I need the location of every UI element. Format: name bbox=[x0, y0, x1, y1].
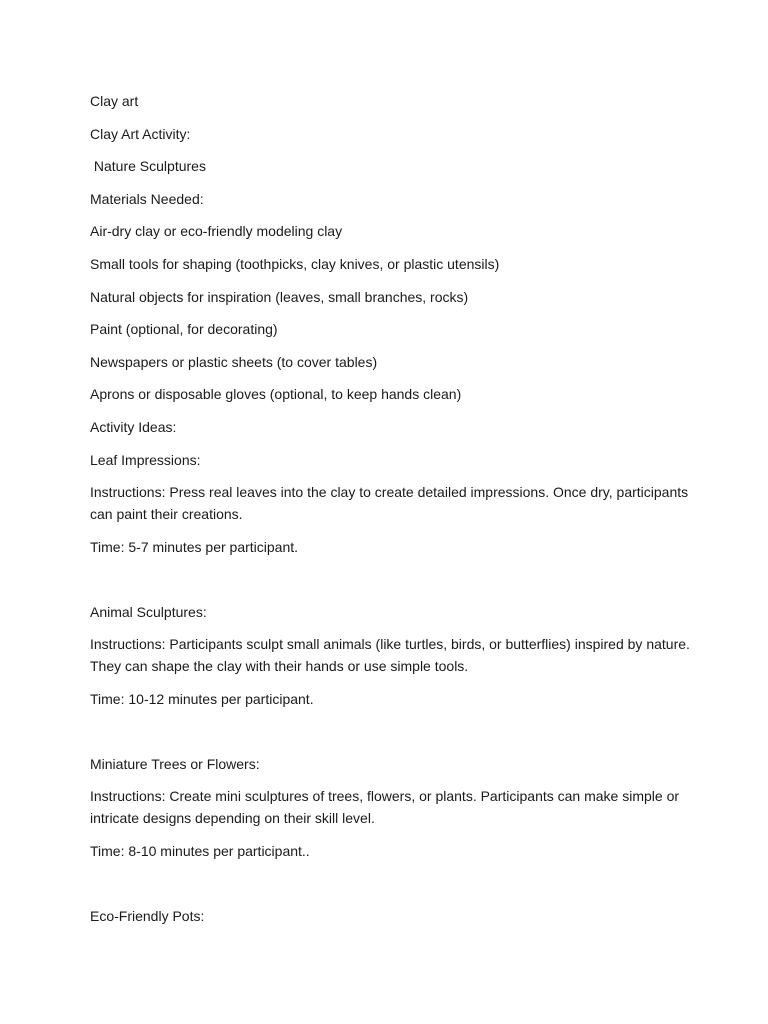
material-item: Aprons or disposable gloves (optional, to keep hands clean) bbox=[90, 386, 462, 403]
idea-time: Time: 8-10 minutes per participant.. bbox=[90, 842, 310, 859]
blank-line bbox=[90, 569, 690, 591]
idea-heading-animal-sculptures: Animal Sculptures: bbox=[90, 603, 207, 620]
document-title: Clay art bbox=[90, 93, 139, 109]
material-item: Small tools for shaping (toothpicks, clay knives, or plastic utensils) bbox=[90, 255, 500, 272]
blank-line bbox=[90, 873, 690, 895]
idea-instructions: Instructions: Press real leaves into the clay to create detailed impressions. Once dry, participants can paint their creations. bbox=[90, 484, 693, 522]
material-item: Newspapers or plastic sheets (to cover tables) bbox=[90, 353, 378, 370]
idea-heading-miniature-trees: Miniature Trees or Flowers: bbox=[90, 755, 260, 772]
materials-heading: Materials Needed: bbox=[90, 190, 204, 207]
idea-instructions: Instructions: Participants sculpt small animals (like turtles, birds, or butterflies) inspired by nature. They can shape the clay with their hands or use simple tools. bbox=[90, 636, 694, 675]
document-body bbox=[90, 91, 694, 939]
material-item: Paint (optional, for decorating) bbox=[90, 321, 278, 338]
blank-line bbox=[90, 721, 690, 743]
idea-instructions: Instructions: Create mini sculptures of trees, flowers, or plants. Participants can make simple or intricate designs depending on their skill level. bbox=[90, 788, 683, 827]
activity-ideas-heading: Activity Ideas: bbox=[90, 418, 177, 435]
idea-time: Time: 5-7 minutes per participant. bbox=[90, 538, 299, 555]
idea-time: Time: 10-12 minutes per participant. bbox=[90, 690, 314, 707]
activity-subtitle: Nature Sculptures bbox=[90, 158, 206, 175]
activity-heading: Clay Art Activity: bbox=[90, 125, 191, 142]
material-item: Air-dry clay or eco-friendly modeling clay bbox=[90, 223, 343, 240]
idea-heading-eco-friendly-pots: Eco-Friendly Pots: bbox=[90, 908, 205, 925]
material-item: Natural objects for inspiration (leaves, small branches, rocks) bbox=[90, 288, 469, 305]
idea-heading-leaf-impressions: Leaf Impressions: bbox=[90, 451, 201, 468]
